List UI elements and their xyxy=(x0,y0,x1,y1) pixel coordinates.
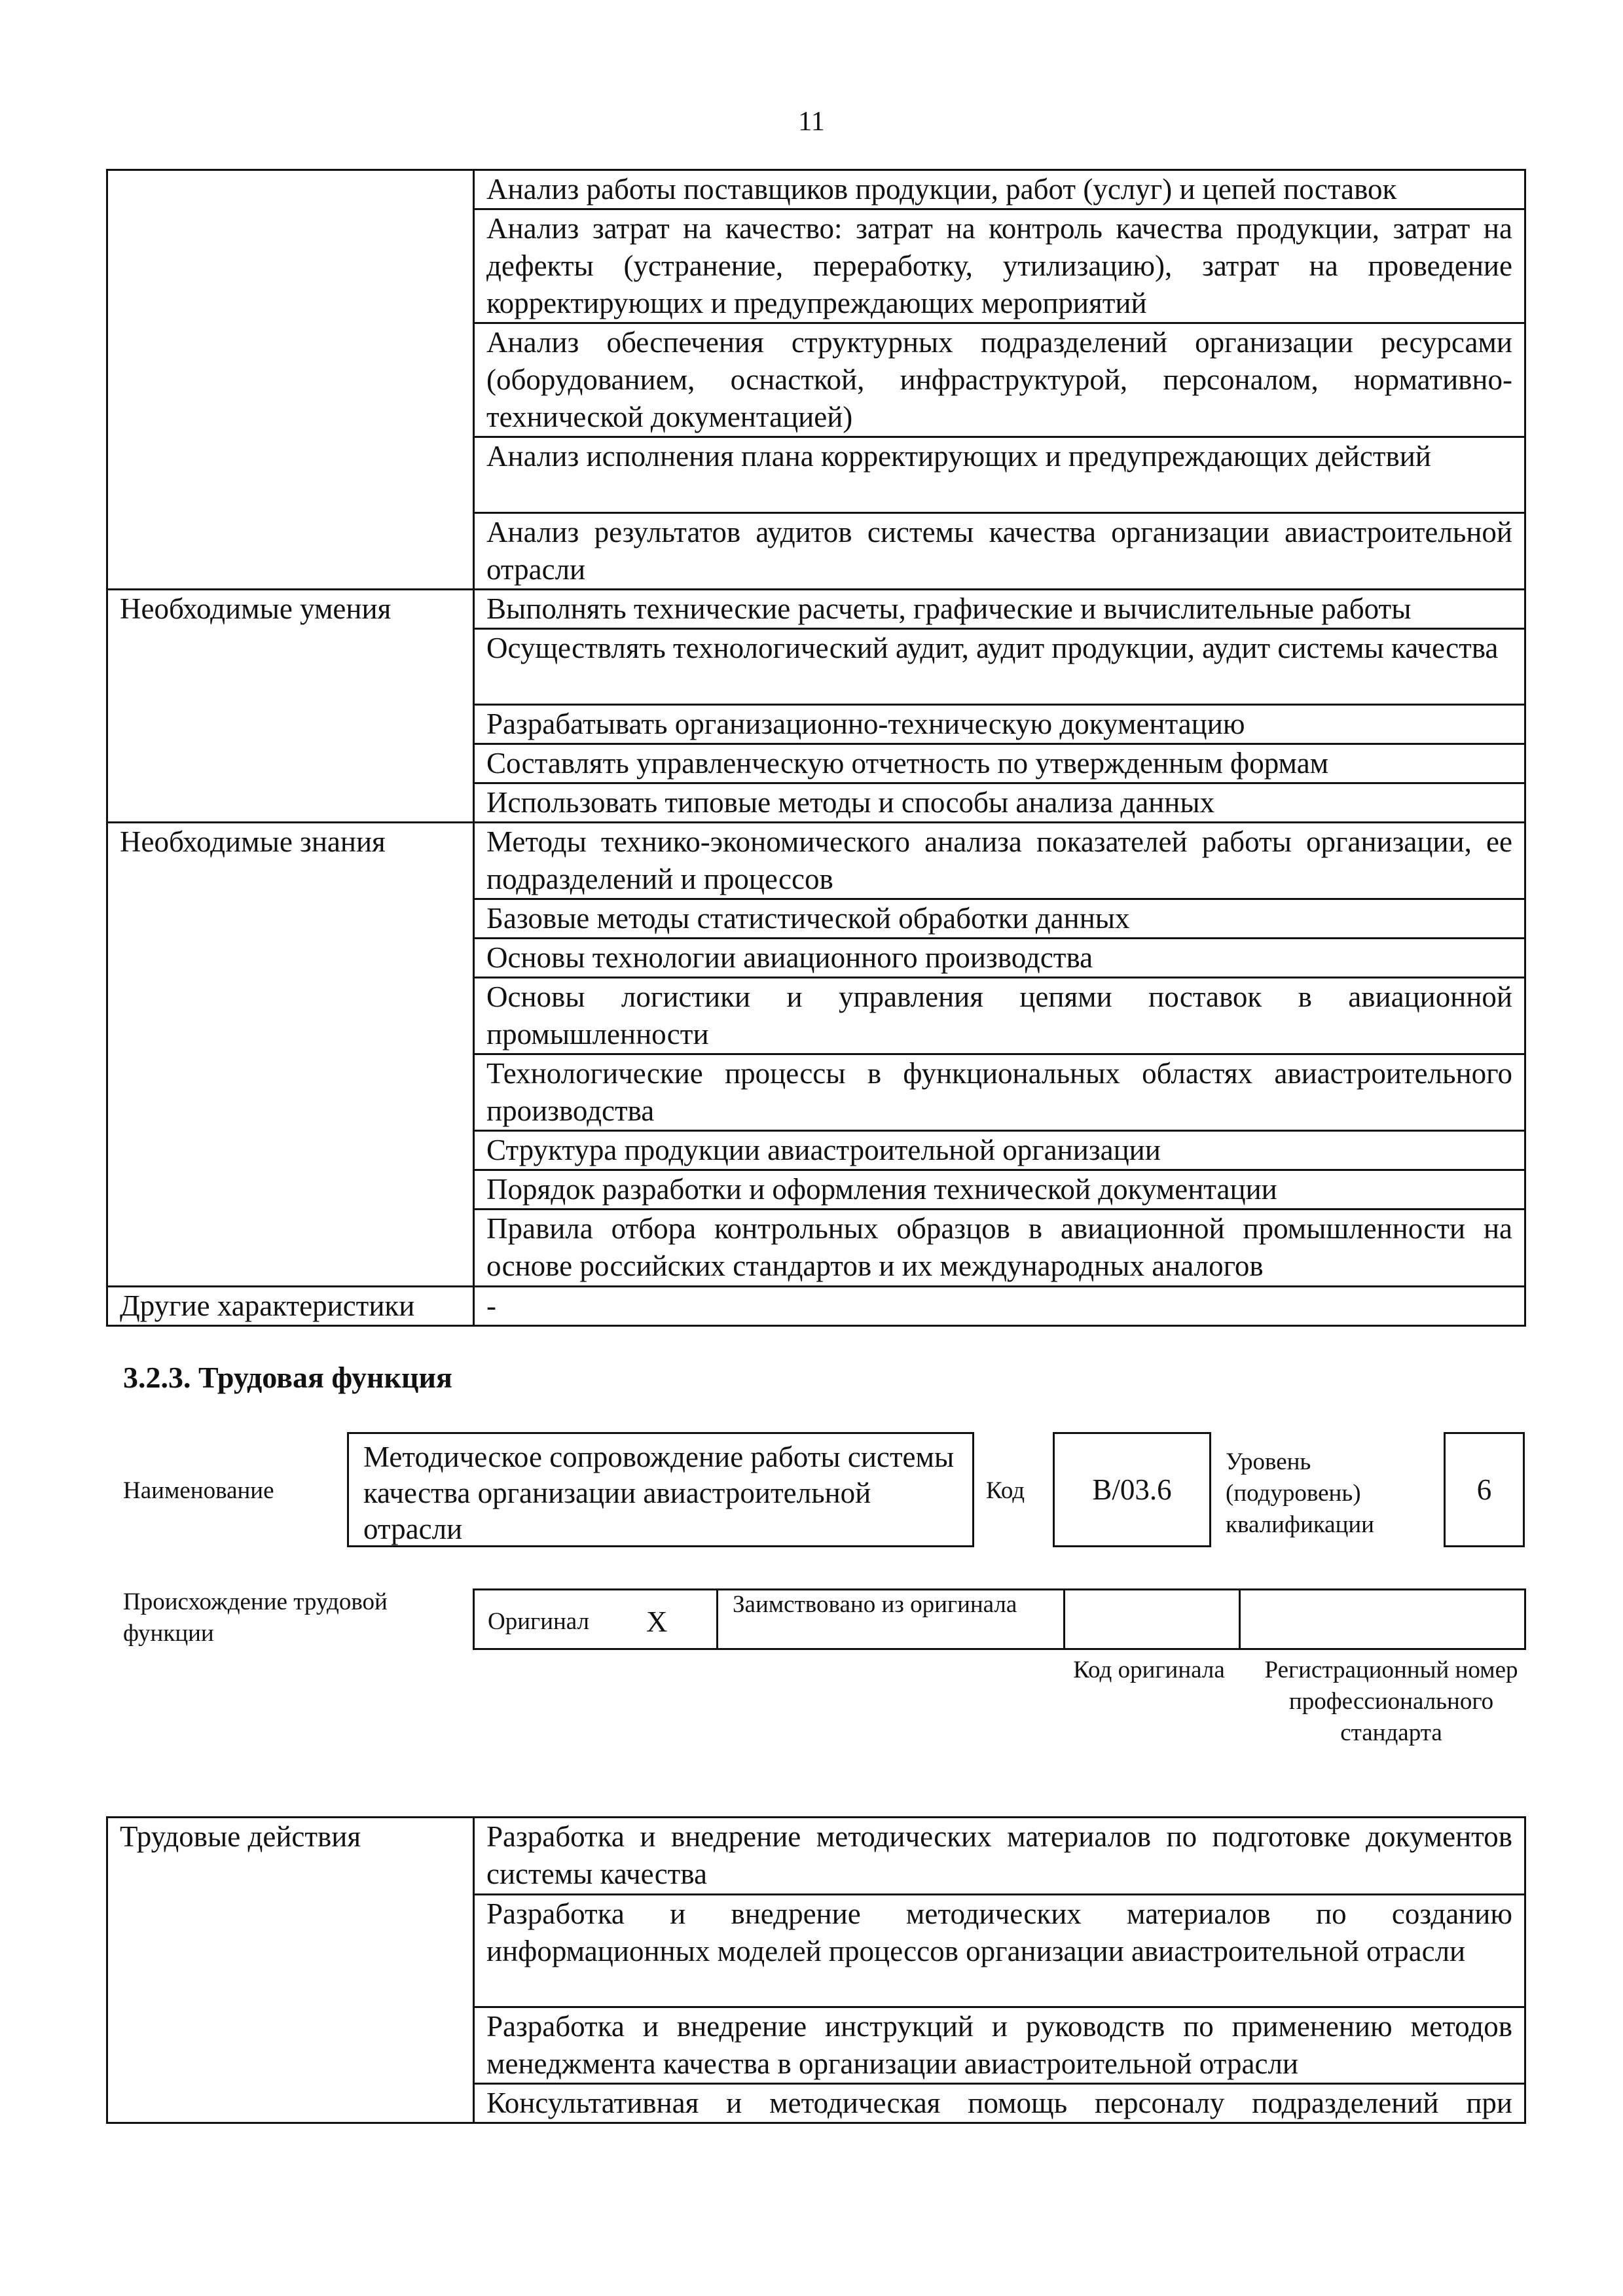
skill-item: Выполнять технические расчеты, графические и вычислительные работы xyxy=(474,590,1525,629)
requirements-table xyxy=(106,169,1526,1327)
knowledge-item: Базовые методы статистической обработки данных xyxy=(474,899,1525,939)
knowledge-item: Структура продукции авиастроительной организации xyxy=(474,1131,1525,1170)
knowledge-item: Основы технологии авиационного производства xyxy=(474,939,1525,978)
origin-label: Происхождение трудовой функции xyxy=(123,1588,388,1647)
original-label: Оригинал xyxy=(488,1608,590,1635)
original-mark: X xyxy=(646,1605,668,1638)
name-value: Методическое сопровождение работы системы качества организации авиастроительной отрасли xyxy=(347,1432,974,1547)
labor-actions-table xyxy=(106,1816,1526,2124)
labor-action-item: Разработка и внедрение методических материалов по подготовке документов системы качества xyxy=(474,1818,1525,1895)
row-label-knowledge: Необходимые знания xyxy=(107,823,474,1287)
reg-number-cell xyxy=(1240,1590,1525,1649)
level-value: 6 xyxy=(1444,1432,1525,1547)
code-value: В/03.6 xyxy=(1053,1432,1211,1547)
knowledge-item: Анализ затрат на качество: затрат на контроль качества продукции, затрат на дефекты (устранение, переработку, утилизацию), затрат на проведение корректирующих и предупреждающих мероприятий xyxy=(474,209,1525,323)
knowledge-item: Анализ исполнения плана корректирующих и предупреждающих действий xyxy=(474,437,1525,513)
knowledge-item: Порядок разработки и оформления технической документации xyxy=(474,1170,1525,1210)
labor-action-item: Консультативная и методическая помощь персоналу подразделений при xyxy=(474,2084,1525,2123)
skill-item: Составлять управленческую отчетность по утвержденным формам xyxy=(474,744,1525,783)
code-original-caption: Код оригинала xyxy=(1073,1657,1225,1683)
labor-action-item: Разработка и внедрение инструкций и руководств по применению методов менеджмента качества в организации авиастроительной отрасли xyxy=(474,2007,1525,2084)
reg-number-caption: Регистрационный номер профессионального стандарта xyxy=(1264,1657,1518,1746)
name-label: Наименование xyxy=(123,1477,274,1504)
level-label: Уровень (подуровень) квалификации xyxy=(1226,1448,1374,1538)
row-label-labor-actions: Трудовые действия xyxy=(107,1818,474,2123)
labor-action-item: Разработка и внедрение методических материалов по созданию информационных моделей процессов организации авиастроительной отрасли xyxy=(474,1895,1525,2007)
other-characteristics-value: - xyxy=(474,1287,1525,1326)
knowledge-item: Анализ результатов аудитов системы качества организации авиастроительной отрасли xyxy=(474,513,1525,590)
knowledge-item: Анализ работы поставщиков продукции, работ (услуг) и цепей поставок xyxy=(474,170,1525,209)
skill-item: Разрабатывать организационно-техническую документацию xyxy=(474,705,1525,744)
knowledge-item: Правила отбора контрольных образцов в авиационной промышленности на основе российских стандартов и их международных аналогов xyxy=(474,1210,1525,1287)
original-cell xyxy=(474,1590,718,1649)
code-label: Код xyxy=(986,1477,1025,1504)
row-label-skills: Необходимые умения xyxy=(107,590,474,823)
knowledge-item: Основы логистики и управления цепями поставок в авиационной промышленности xyxy=(474,978,1525,1054)
row-label-other: Другие характеристики xyxy=(107,1287,474,1326)
knowledge-item: Технологические процессы в функциональных областях авиастроительного производства xyxy=(474,1054,1525,1131)
knowledge-item: Анализ обеспечения структурных подразделений организации ресурсами (оборудованием, оснасткой, инфраструктурой, персоналом, нормативно-технической документацией) xyxy=(474,323,1525,437)
code-original-cell xyxy=(1065,1590,1240,1649)
knowledge-item: Методы технико-экономического анализа показателей работы организации, ее подразделений и процессов xyxy=(474,823,1525,899)
row-label-continued xyxy=(107,170,474,590)
skill-item: Использовать типовые методы и способы анализа данных xyxy=(474,783,1525,823)
skill-item: Осуществлять технологический аудит, аудит продукции, аудит системы качества xyxy=(474,629,1525,705)
page-number: 11 xyxy=(798,107,825,137)
section-heading: 3.2.3. Трудовая функция xyxy=(123,1361,452,1394)
origin-table xyxy=(473,1588,1526,1650)
borrowed-label: Заимствовано из оригинала xyxy=(718,1590,1065,1649)
